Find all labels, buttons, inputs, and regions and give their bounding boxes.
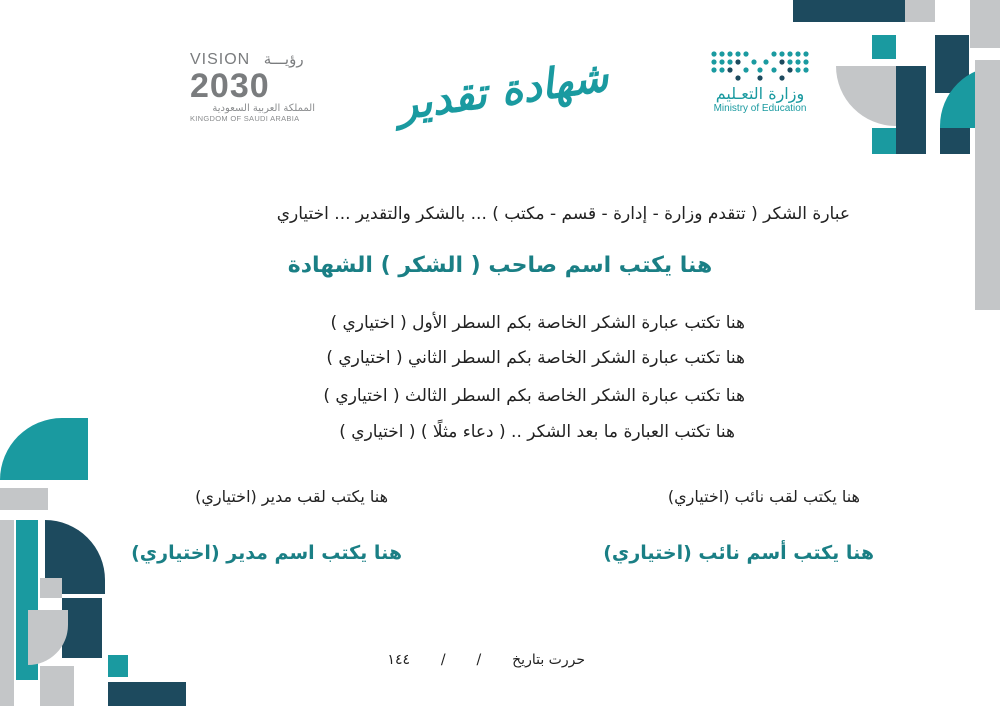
thanks-line-2: هنا تكتب عبارة الشكر الخاصة بكم السطر الثاني ( اختياري ) <box>326 348 745 368</box>
decor-block <box>872 35 896 59</box>
decor-block <box>0 418 88 480</box>
thanks-line-1: هنا تكتب عبارة الشكر الخاصة بكم السطر الأول ( اختياري ) <box>330 313 745 333</box>
decor-block <box>940 128 970 154</box>
decor-block <box>0 520 14 706</box>
director-title: هنا يكتب لقب مدير (اختياري) <box>195 487 388 506</box>
deputy-title: هنا يكتب لقب نائب (اختياري) <box>667 487 860 506</box>
decor-block <box>836 66 896 126</box>
deputy-name: هنا يكتب أسم نائب (اختياري) <box>603 542 874 564</box>
decor-block <box>108 682 186 706</box>
decor-block <box>40 666 74 706</box>
decor-block <box>40 578 62 598</box>
date-year: ١٤٤ <box>387 652 410 668</box>
decor-block <box>975 60 1000 310</box>
decor-block <box>970 0 1000 48</box>
ministry-name-en: Ministry of Education <box>713 103 807 114</box>
vision-kingdom-ar: المملكة العربية السعودية <box>212 103 315 114</box>
vision-2030-logo <box>190 50 320 130</box>
decor-block <box>872 128 896 154</box>
vision-kingdom-en: KINGDOM OF SAUDI ARABIA <box>190 114 300 123</box>
vision-year: 2030 <box>190 67 270 105</box>
decor-block <box>0 488 48 510</box>
vision-word-en: VISION <box>190 51 251 68</box>
decor-block <box>793 0 905 22</box>
certificate-title-calligraphy <box>385 48 620 158</box>
director-name: هنا يكتب اسم مدير (اختياري) <box>131 542 402 564</box>
vision-word-ar: رؤيـــة <box>263 51 304 68</box>
date-separator: / <box>476 652 482 668</box>
recipient-name: هنا يكتب اسم صاحب ( الشكر ) الشهادة <box>287 253 713 278</box>
certificate-title: شهادة تقدير <box>393 51 612 130</box>
issue-date <box>387 652 585 668</box>
ministry-dots-icon <box>708 48 812 82</box>
ministry-name-ar: وزارة التعـليم <box>715 84 805 103</box>
ministry-of-education-logo <box>700 48 820 133</box>
date-label: حررت بتاريخ <box>512 652 585 668</box>
closing-line: هنا تكتب العبارة ما بعد الشكر .. ( دعاء مثلًا ) ( اختياري ) <box>339 422 735 442</box>
decor-block <box>896 66 926 154</box>
thanks-intro: عبارة الشكر ( تتقدم وزارة - إدارة - قسم - مكتب ) ... بالشكر والتقدير ... اختياري <box>276 204 850 224</box>
thanks-line-3: هنا تكتب عبارة الشكر الخاصة بكم السطر الثالث ( اختياري ) <box>323 386 745 406</box>
decor-block <box>905 0 935 22</box>
decor-block <box>62 598 102 658</box>
date-separator: / <box>440 652 446 668</box>
decor-block <box>108 655 128 677</box>
